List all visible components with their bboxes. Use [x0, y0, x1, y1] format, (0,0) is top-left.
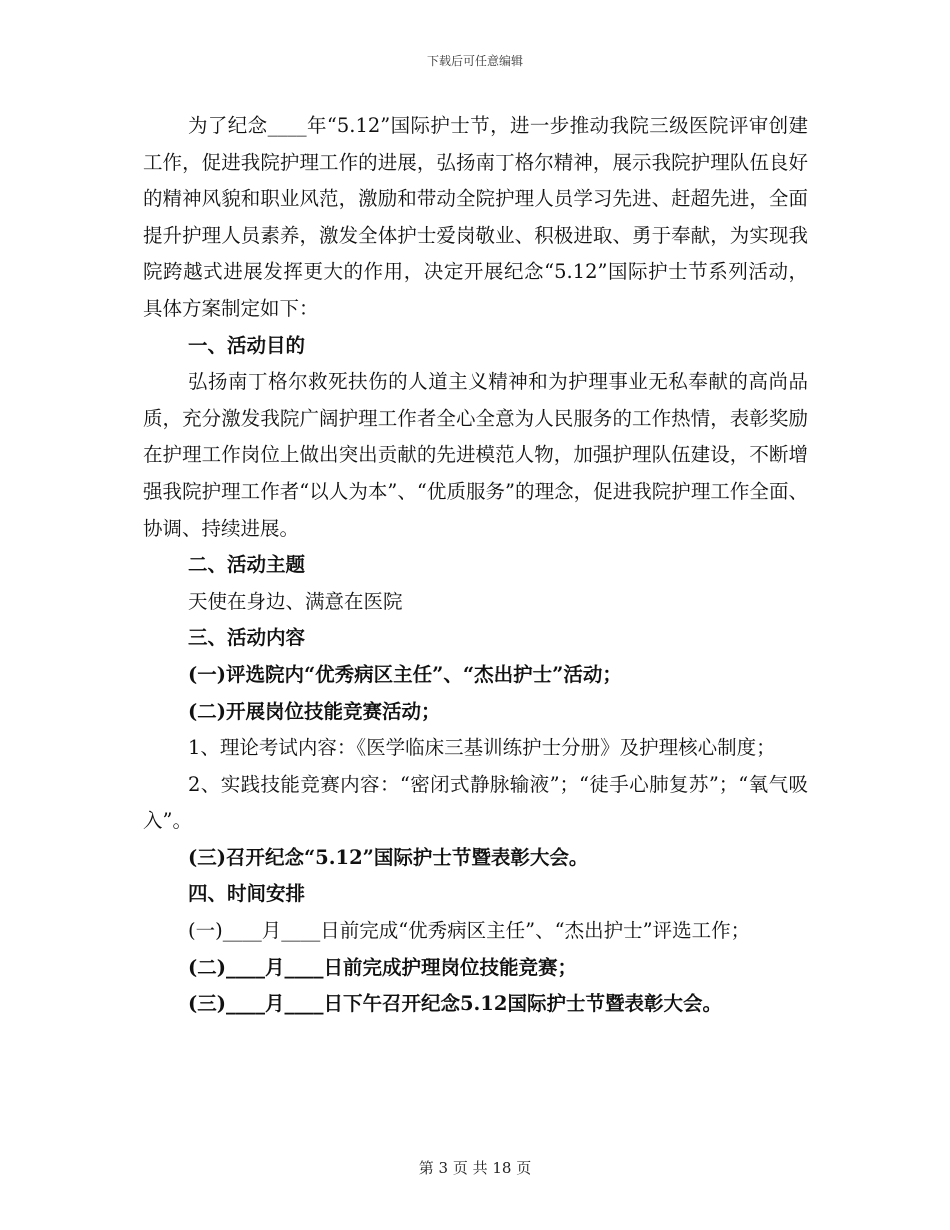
page-footer: 第 3 页 共 18 页	[418, 1159, 532, 1177]
content-item-2: (二)开展岗位技能竞赛活动；	[188, 699, 441, 723]
content-subitem-2: 2、实践技能竞赛内容：“密闭式静脉输液”；“徒手心肺复苏”；“氧气吸入”。	[143, 772, 808, 833]
section-heading-content: 三、活动内容	[188, 626, 306, 650]
schedule-item-1: (一)____月____日前完成“优秀病区主任”、“杰出护士”评选工作；	[188, 919, 751, 943]
content-item-1: (一)评选院内“优秀病区主任”、“杰出护士”活动；	[188, 662, 622, 686]
schedule-item-3: (三)____月____日下午召开纪念5.12国际护士节暨表彰大会。	[188, 992, 722, 1016]
section-heading-purpose: 一、活动目的	[188, 333, 306, 357]
page-header: 下载后可任意编辑	[426, 54, 523, 68]
content-subitem-1: 1、理论考试内容：《医学临床三基训练护士分册》及护理核心制度；	[188, 736, 776, 760]
schedule-item-2: (二)____月____日前完成护理岗位技能竞赛；	[188, 955, 577, 979]
content-item-3: (三)召开纪念“5.12”国际护士节暨表彰大会。	[188, 845, 589, 869]
purpose-paragraph: 弘扬南丁格尔救死扶伤的人道主义精神和为护理事业无私奉献的高尚品质，充分激发我院广阔护理工作者全心全意为人民服务的工作热情，表彰奖励在护理工作岗位上做出突出贡献的先进模范人物，加强护理队伍建设，不断增强我院护理工作者“以人为本”、“优质服务”的理念，促进我院护理工作全面、协调、持续进展。	[143, 370, 808, 540]
section-heading-schedule: 四、时间安排	[188, 882, 306, 906]
intro-paragraph: 为了纪念____年“5.12”国际护士节，进一步推动我院三级医院评审创建工作，促进我院护理工作的进展，弘扬南丁格尔精神，展示我院护理队伍良好的精神风貌和职业风范，激励和带动全院护理人员学习先进、赶超先进，全面提升护理人员素养，激发全体护士爱岗敬业、积极进取、勇于奉献，为实现我院跨越式进展发挥更大的作用，决定开展纪念“5.12”国际护士节系列活动，具体方案制定如下：	[143, 114, 808, 320]
theme-paragraph: 天使在身边、满意在医院	[188, 589, 403, 613]
section-heading-theme: 二、活动主题	[188, 553, 306, 577]
document-body	[143, 108, 808, 1023]
